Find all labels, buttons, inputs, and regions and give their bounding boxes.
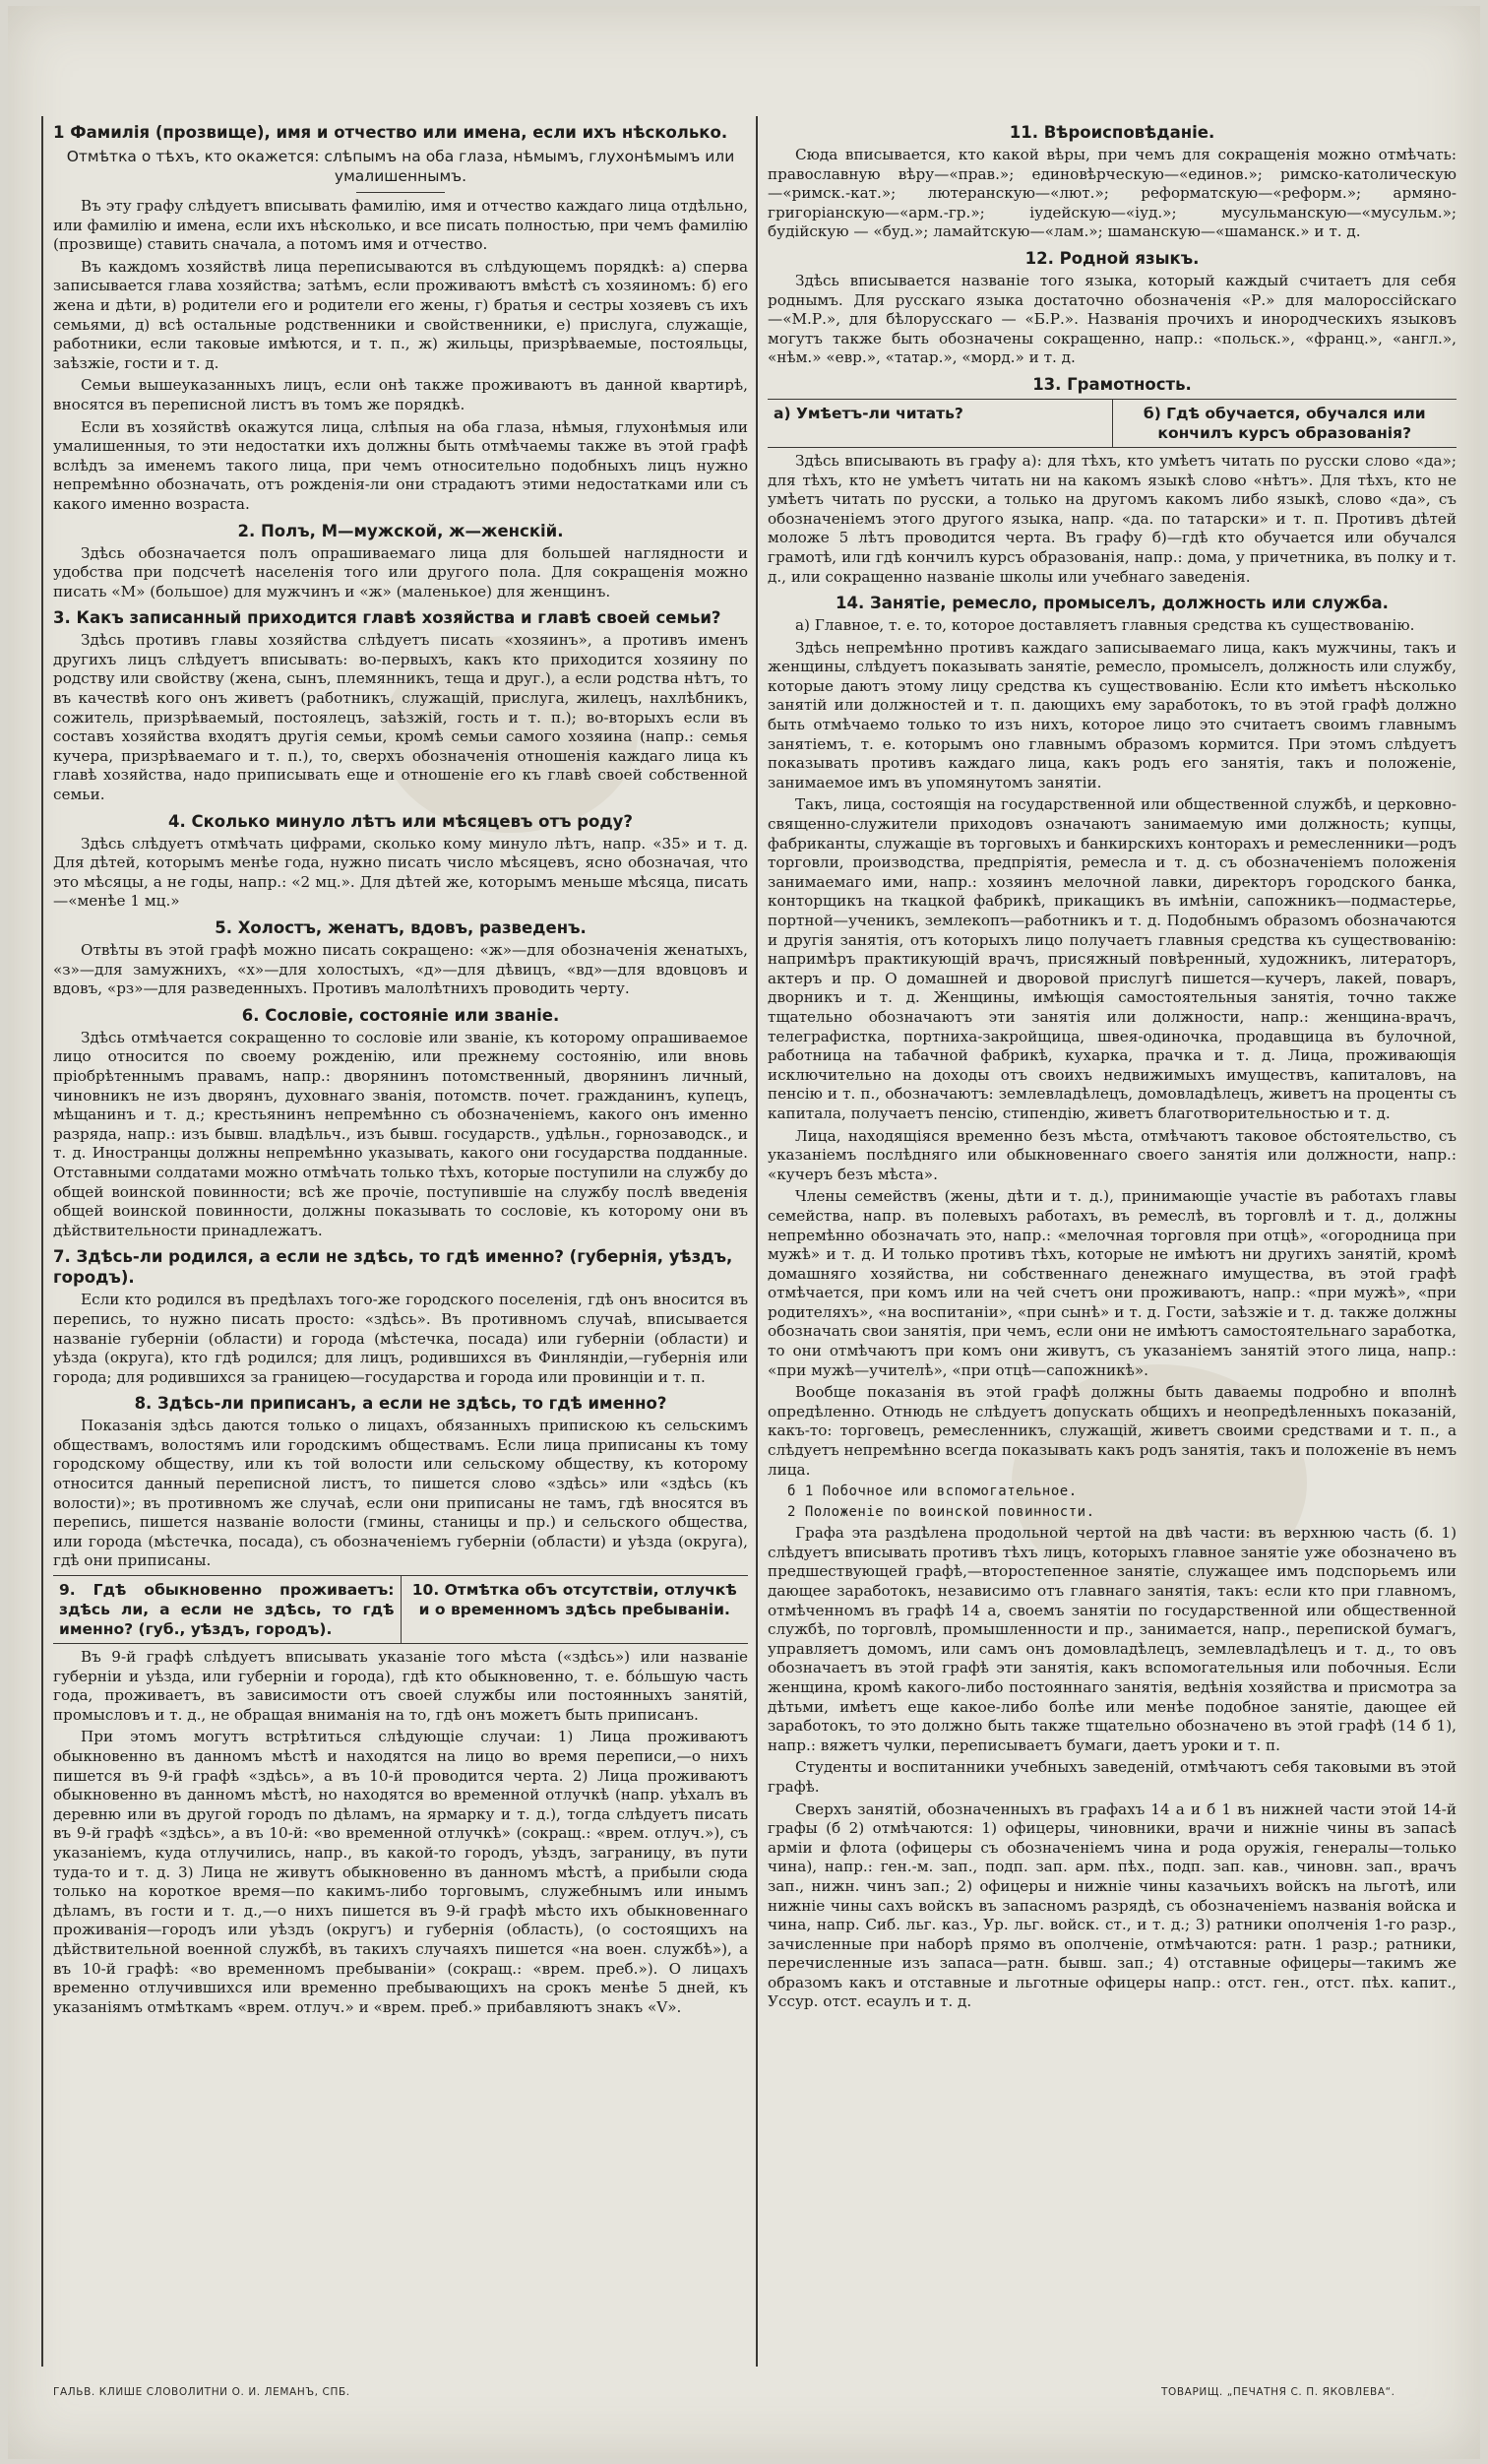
section-heading: 7. Здѣсь-ли родился, а если не здѣсь, то гдѣ именно? (губернія, уѣздъ, городъ). bbox=[53, 1247, 733, 1288]
paragraph: Въ 9-й графѣ слѣдуетъ вписывать указаніе того мѣста («здѣсь») или названіе губерніи и уѣзда, или губерніи и города), гдѣ кто обыкновенно, т. е. бо́льшую часть года, проживаетъ, въ зависимости отъ своей службы или постоянныхъ занятій, промысловъ и т. д., не обращая вниманія на то, гдѣ онъ можетъ быть приписанъ. bbox=[53, 1648, 748, 1724]
paragraph: При этомъ могутъ встрѣтиться слѣдующіе случаи: 1) Лица проживаютъ обыкновенно въ данномъ мѣстѣ и находятся на лицо во время переписи,—о нихъ пишется въ 9-й графѣ «здѣсь», а въ 10-й проводится черта. 2) Лица проживаютъ обыкновенно въ данномъ мѣстѣ, но находятся во временной отлучкѣ (напр. уѣхалъ въ деревню или въ другой городъ по дѣламъ, на ярмарку и т. д.), тогда слѣдуетъ писать въ 9-й графѣ «здѣсь», а въ 10-й: «во временной отлучкѣ» (сокращ.: «врем. отлуч.»), съ указаніемъ, куда отлучились, напр., въ какой-то городъ, уѣздъ, заграницу, въ пути туда-то и т. д. 3) Лица не живутъ обыкновенно въ данномъ мѣстѣ, а прибыли сюда только на короткое время—по какимъ-либо торговымъ, служебнымъ или инымъ дѣламъ, въ гости и т. д.,—о нихъ пишется въ 9-й графѣ мѣсто ихъ обыкновеннаго проживанія—городъ или уѣздъ (округъ) и губернія (область), (о состоящихъ на дѣйствительной военной службѣ, въ такихъ случаяхъ пишется «на воен. службѣ»), а въ 10-й графѣ: «во временномъ пребываніи» (сокращ.: «врем. преб.»). О лицахъ временно отлучившихся или временно пребывающихъ на срокъ менѣе 5 дней, къ указаніямъ отмѣткамъ «врем. отлуч.» и «врем. преб.» прибавляютъ знакъ «V». bbox=[53, 1728, 748, 2016]
paragraph: Такъ, лица, состоящія на государственной или общественной службѣ, и церковно-священно-служители приходовъ означаютъ занимаемую ими должность; купцы, фабриканты, служащіе въ торговыхъ и банкирскихъ конторахъ и ремесленники—родъ торговли, производства, предпріятія, ремесла и т. д. съ обозначеніемъ положенія занимаемаго ими, напр.: хозяинъ мелочной лавки, директоръ городского банка, конторщикъ на ткацкой фабрикѣ, прикащикъ въ имѣніи, сапожникъ—подмастерье, портной—ученикъ, землекопъ—работникъ и т. д. Подобнымъ образомъ обозначаются и другія занятія, отъ которыхъ лицо получаетъ главныя средства къ существованію: напримѣръ практикующій врачъ, присяжный повѣренный, художникъ, литераторъ, актеръ и пр. О домашней и дворовой прислугѣ пишется—кучеръ, лакей, поваръ, дворникъ и т. д. Женщины, имѣющія самостоятельныя занятія, точно также тщательно обозначаютъ эти занятія или должности, напр.: женщина-врачъ, телеграфистка, портниха-закройщица, швея-одиночка, продавщица въ булочной, работница на табачной фабрикѣ, кухарка, прачка и т. д. Лица, проживающія исключительно на доходы отъ своихъ недвижимыхъ имуществъ, капиталовъ, на пенсію и т. п., обозначаютъ: землевладѣлецъ, домовладѣлецъ, живетъ на проценты съ капитала, получаетъ пенсію, стипендію, живетъ благотворительностью и т. д. bbox=[768, 795, 1457, 1122]
split-heading-cell: 9. Гдѣ обыкновенно проживаетъ: здѣсь ли, а если не здѣсь, то гдѣ именно? (губ., уѣздъ, городъ). bbox=[59, 1581, 395, 1639]
census-instruction-sheet bbox=[8, 6, 1480, 2459]
section-heading: 13. Грамотность. bbox=[1032, 374, 1192, 394]
paragraph: а) Главное, т. е. то, которое доставляетъ главныя средства къ существованію. bbox=[795, 616, 1415, 635]
section-heading: 11. Вѣроисповѣданіе. bbox=[1009, 123, 1215, 142]
split-heading-cell: а) Умѣетъ-ли читать? bbox=[774, 404, 963, 422]
split-heading-cell: б) Гдѣ обучается, обучался или кончилъ курсъ образованія? bbox=[1112, 400, 1457, 447]
paragraph: Здѣсь отмѣчается сокращенно то сословіе или званіе, къ которому опрашиваемое лицо относится по своему рожденію, или прежнему состоянію, или вновь пріобрѣтеннымъ правамъ, напр.: дворянинъ потомственный, дворянинъ личный, чиновникъ не изъ дворянъ, духовнаго званія, потомств. почет. гражданинъ, купецъ, мѣщанинъ и т. д.; крестьянинъ непремѣнно съ обозначеніемъ, какого онъ именно разряда, напр.: изъ бывш. владѣльч., изъ бывш. государств., удѣльн., горнозаводск., и т. д. Иностранцы должны непремѣнно указывать, какого они государства подданные. Отставными солдатами можно отмѣчать только тѣхъ, которые поступили на службу до общей воинской повинности; всѣ же прочіе, поступившіе на службу послѣ введенія общей воинской повинности, должны показывать то сословіе, къ которому они въ дѣйствительности принадлежатъ. bbox=[53, 1028, 748, 1239]
section-heading: 14. Занятіе, ремесло, промыселъ, должность или служба. bbox=[836, 594, 1389, 613]
section-heading: 5. Холостъ, женатъ, вдовъ, разведенъ. bbox=[215, 918, 587, 937]
split-heading bbox=[768, 399, 1457, 448]
paragraph: Члены семействъ (жены, дѣти и т. д.), принимающіе участіе въ работахъ главы семейства, напр. въ полевыхъ работахъ, въ ремеслѣ, въ торговлѣ и т. д., должны непремѣнно обозначать это, напр.: «мелочная торговля при отцѣ», «огородница при мужѣ» и т. д. И только противъ тѣхъ, которые не имѣютъ ни другихъ занятій, кромѣ домашняго хозяйства, ни собственнаго денежнаго имущества, въ этой графѣ отмѣчается, при комъ или на чей счетъ они проживаютъ, напр.: «при мужѣ», «при родителяхъ», «на воспитаніи», «при сынѣ» и т. д. Гости, заѣзжіе и т. д. также должны обозначать свои занятія, при чемъ, если они не имѣютъ самостоятельнаго заработка, то они отмѣчаютъ при комъ они живутъ, съ указаніемъ занятій этого лица, напр.: «при мужѣ—учителѣ», «при отцѣ—сапожникѣ». bbox=[768, 1187, 1457, 1379]
section-heading: 2. Полъ, М—мужской, ж—женскій. bbox=[237, 521, 564, 540]
column-divider bbox=[756, 116, 758, 2367]
paragraph: Здѣсь непремѣнно противъ каждаго записываемаго лица, какъ мужчины, такъ и женщины, слѣдуетъ показывать занятіе, ремесло, промыселъ, должность или службу, которые даютъ этому лицу средства къ существованію. Если кто имѣетъ нѣсколько занятій или должностей и т. п. дающихъ ему заработокъ, то въ этой графѣ должно быть отмѣчаемо только то изъ нихъ, которое лицо это считаетъ своимъ главнымъ занятіемъ, т. е. которымъ оно главнымъ образомъ кормится. При этомъ слѣдуетъ показывать противъ каждаго лица, какъ родъ его занятія, такъ и положеніе, занимаемое имъ въ упомянутомъ занятіи. bbox=[768, 638, 1457, 791]
paragraph: Здѣсь обозначается полъ опрашиваемаго лица для большей наглядности и удобства при подсчетѣ населенія того или другого пола. Для сокращенія можно писать «М» (большое) для мужчинъ и «ж» (маленькое) для женщинъ. bbox=[53, 543, 748, 600]
paragraph: Сюда вписывается, кто какой вѣры, при чемъ для сокращенія можно отмѣчать: православную вѣру—«прав.»; единовѣрческую—«единов.»; римско-католическую—«римск.-кат.»; лютеранскую—«лют.»; реформатскую—«реформ.»; армяно-григоріанскую—«арм.-гр.»; іудейскую—«іуд.»; мусульманскую—«мусульм.»; будійскую — «буд.»; ламайтскую—«лам.»; шаманскую—«шаманск.» и т. д. bbox=[768, 146, 1457, 241]
split-heading-cell: 10. Отмѣтка объ отсутствіи, отлучкѣ и о временномъ здѣсь пребываніи. bbox=[401, 1576, 749, 1643]
paragraph: Сверхъ занятій, обозначенныхъ въ графахъ 14 а и б 1 въ нижней части этой 14-й графы (б 2) отмѣчаются: 1) офицеры, чиновники, врачи и нижніе чины въ запасѣ арміи и флота (офицеры съ обозначеніемъ чина и рода оружія, генералы—только чина), напр.: ген.-м. зап., подп. зап. арм. пѣх., подп. зап. кав., чиновн. зап., врачъ зап., нижн. чинъ зап.; 2) офицеры и нижніе чины казачьихъ войскъ на льготѣ, или нижніе чины сахъ войскъ въ запасномъ разрядѣ, съ обозначеніемъ названія войска и чина, напр. Сиб. льг. каз., Ур. льг. войск. ст., и т. д.; 3) ратники ополченія 1-го разр., зачисленные при наборѣ прямо въ ополченіе, отмѣчаются: ратн. 1 разр.; ратники, перечисленные изъ запаса—ратн. бывш. зап.; 4) отставные офицеры—такимъ же образомъ какъ и отставные и льготные офицеры напр.: отст. ген., отст. пѣх. капит., Уссур. отст. есаулъ и т. д. bbox=[768, 1800, 1457, 2011]
paragraph: Семьи вышеуказанныхъ лицъ, если онѣ также проживаютъ въ данной квартирѣ, вносятся въ переписной листъ въ томъ же порядкѣ. bbox=[53, 376, 748, 413]
section-heading: 8. Здѣсь-ли приписанъ, а если не здѣсь, то гдѣ именно? bbox=[134, 1394, 667, 1414]
paragraph: Студенты и воспитанники учебныхъ заведеній, отмѣчаютъ себя таковыми въ этой графѣ. bbox=[768, 1758, 1457, 1796]
footer-printer-right: ТОВАРИЩ. „ПЕЧАТНЯ С. П. ЯКОВЛЕВА“. bbox=[1161, 2386, 1395, 2398]
paragraph: Если кто родился въ предѣлахъ того-же городского поселенія, гдѣ онъ вносится въ перепись, то нужно писать просто: «здѣсь». Въ противномъ случаѣ, вписывается названіе губерніи (области) и города (мѣстечка, посада) или губерніи (области) и уѣзда (округа), кто гдѣ родился; для лицъ, родившихся въ Финляндіи,—губернія или города; для родившихся за границею—государства и города или провинціи и т. п. bbox=[53, 1291, 748, 1386]
paragraph: Здѣсь слѣдуетъ отмѣчать цифрами, сколько кому минуло лѣтъ, напр. «35» и т. д. Для дѣтей, которымъ менѣе года, нужно писать число мѣсяцевъ, ясно обозначая, что это мѣсяцы, а не годы, напр.: «2 мц.». Для дѣтей же, которымъ меньше мѣсяца, писать—«менѣе 1 мц.» bbox=[53, 834, 748, 911]
paragraph: Здѣсь вписывается названіе того языка, который каждый считаетъ для себя роднымъ. Для русскаго языка достаточно обозначенія «Р.» для малороссійскаго—«М.Р.», для бѣлорусскаго — «Б.Р.». Названія прочихъ и инородческихъ языковъ могутъ также быть обозначены сокращенно, напр.: «польск.», «франц.», «англ.», «нѣм.» «евр.», «татар.», «морд.» и т. д. bbox=[768, 271, 1457, 367]
section-heading: 3. Какъ записанный приходится главѣ хозяйства и главѣ своей семьи? bbox=[53, 608, 721, 628]
split-heading bbox=[53, 1575, 748, 1644]
paragraph: Въ эту графу слѣдуетъ вписывать фамилію, имя и отчество каждаго лица отдѣльно, или фамилію и имена, если ихъ нѣсколько, и все писать полностью, при чемъ фамилію (прозвище) ставить сначала, а потомъ имя и отчество. bbox=[53, 197, 748, 254]
footer-printer-left: ГАЛЬВ. КЛИШЕ СЛОВОЛИТНИ О. И. ЛЕМАНЪ, СПБ. bbox=[53, 2386, 350, 2398]
paragraph: Показанія здѣсь даются только о лицахъ, обязанныхъ припискою къ сельскимъ обществамъ, волостямъ или городскимъ обществамъ. Если лица приписаны къ тому городскому обществу, или къ той волости или сельскому обществу, къ которому относится данный переписной листъ, то пишется слово «здѣсь» или «здѣсь (къ волости)»; въ противномъ же случаѣ, если они приписаны не тамъ, гдѣ вносятся въ перепись, пишется названіе волости (гмины, станицы и пр.) и сельского общества, или города (мѣстечка, посада), съ обозначеніемъ губерніи (области) и уѣзда (округа), гдѣ они приписаны. bbox=[53, 1417, 748, 1570]
right-column bbox=[768, 116, 1457, 2367]
paragraph: Здѣсь вписывають въ графу а): для тѣхъ, кто умѣетъ читать по русски слово «да»; для тѣхъ, кто не умѣетъ читать ни на какомъ языкѣ слово «нѣтъ». Для тѣхъ, кто не умѣетъ читать по русски, а только на другомъ какомъ либо языкѣ, слово «да», съ обозначеніемъ этого другого языка, напр. «да. по татарски» и т. п. Противъ дѣтей моложе 5 лѣтъ проводится черта. Въ графу б)—гдѣ кто обучается или обучался грамотѣ, или гдѣ кончилъ курсъ образованія, напр.: дома, у причетника, въ полку и т. д., или сокращенно названіе школы или учебнаго заведенія. bbox=[768, 451, 1457, 586]
paragraph: Здѣсь противъ главы хозяйства слѣдуетъ писать «хозяинъ», а противъ именъ другихъ лицъ слѣдуетъ вписывать: во-первыхъ, какъ кто приходится хозяину по родству или свойству (жена, сынъ, племянникъ, теща и друг.), а если родства нѣтъ, то въ качествѣ кого онъ живетъ (работникъ, служащій, прислуга, жилецъ, нахлѣбникъ, сожитель, призрѣваемый, постоялецъ, заѣзжій, гость и т. п.); во-вторыхъ если въ составъ хозяйства входятъ другія семьи, кромѣ семьи самого хозяина (напр.: семья кучера, призрѣваемаго и т. п.), то, сверхъ обозначенія отношенія каждаго лица къ главѣ хозяйства, надо приписывать еще и отношеніе его къ главѣ своей собственной семьи. bbox=[53, 631, 748, 804]
short-rule bbox=[356, 192, 445, 193]
subsection-label: 2 Положеніе по воинской повинности. bbox=[787, 1504, 1095, 1521]
section-heading: 4. Сколько минуло лѣтъ или мѣсяцевъ отъ роду? bbox=[167, 811, 634, 831]
subsection-label: б 1 Побочное или вспомогательное. bbox=[787, 1484, 1078, 1500]
paragraph: Вообще показанія въ этой графѣ должны быть даваемы подробно и вполнѣ опредѣленно. Отнюдь не слѣдуетъ допускать общихъ и неопредѣленныхъ показаній, какъ-то: торговецъ, ремесленникъ, служащій, живетъ своими средствами и т. п., а слѣдуетъ непремѣнно всегда показывать какъ родъ занятія, такъ и положеніе въ немъ лица. bbox=[768, 1383, 1457, 1479]
section-heading: 6. Сословіе, состояніе или званіе. bbox=[241, 1005, 560, 1025]
paragraph: Если въ хозяйствѣ окажутся лица, слѣпыя на оба глаза, нѣмыя, глухонѣмыя или умалишенныя, то эти недостатки ихъ должны быть отмѣчаемы также въ этой графѣ вслѣдъ за именемъ такого лица, при чемъ относительно подобныхъ лицъ нужно непремѣнно обозначать, отъ рожденія-ли они страдаютъ этими недостатками или съ какого именно возраста. bbox=[53, 417, 748, 513]
paragraph: Лица, находящіяся временно безъ мѣста, отмѣчаютъ таковое обстоятельство, съ указаніемъ послѣдняго или обыкновеннаго своего занятія или должности, напр.: «кучеръ безъ мѣста». bbox=[768, 1126, 1457, 1183]
paragraph: Графа эта раздѣлена продольной чертой на двѣ части: въ верхнюю часть (б. 1) слѣдуетъ вписывать противъ тѣхъ лицъ, которыхъ главное занятіе уже обозначено въ предшествующей графѣ,—второстепенное занятіе, служащее имъ подспорьемъ или дающее заработокъ, независимо отъ главнаго занятія, такъ: если кто при главномъ, отмѣченномъ въ графѣ 14 а, своемъ занятіи по государственной или общественной службѣ, по торговлѣ, промышленности и пр., занимается, напр., перепиской бумагъ, управляетъ домомъ, или самъ онъ домовладѣлецъ, землевладѣлецъ и т. д., то овъ обозначаетъ въ этой графѣ эти занятія, какъ вспомогательныя или побочныя. Если женщина, кромѣ какого-либо постояннаго занятія, ведѣнія хозяйства и присмотра за дѣтьми, имѣетъ еще какое-либо болѣе или менѣе подобное занятіе, дающее ей заработокъ, то это должно быть также тщательно обозначено въ этой графѣ (14 б 1), напр.: вяжетъ чулки, переписываетъ бумаги, даетъ уроки и т. п. bbox=[768, 1524, 1457, 1754]
left-column bbox=[53, 116, 748, 2367]
section-subheading: Отмѣтка о тѣхъ, кто окажется: слѣпымъ на оба глаза, нѣмымъ, глухонѣмымъ или умалишеннымъ. bbox=[66, 148, 735, 185]
text-frame bbox=[41, 116, 1458, 2367]
section-heading: 12. Родной языкъ. bbox=[1024, 248, 1200, 268]
paragraph: Отвѣты въ этой графѣ можно писать сокращено: «ж»—для обозначенія женатыхъ, «з»—для замужнихъ, «х»—для холостыхъ, «д»—для дѣвицъ, «вд»—для вдовцовъ и вдовъ, «рз»—для разведенныхъ. Противъ малолѣтнихъ проводить черту. bbox=[53, 941, 748, 998]
paragraph: Въ каждомъ хозяйствѣ лица переписываются въ слѣдующемъ порядкѣ: а) сперва записывается глава хозяйства; затѣмъ, если проживаютъ вмѣстѣ съ хозяиномъ: б) его жена и дѣти, в) родители его и родители его жены, г) братья и сестры хозяевъ съ ихъ семьями, д) всѣ остальные родственники и свойственники, е) прислуга, служащіе, работники, если таковые имѣются, и т. п., ж) жильцы, призрѣваемые, постояльцы, заѣзжіе, гости и т. д. bbox=[53, 257, 748, 372]
section-heading: 1 Фамилія (прозвище), имя и отчество или имена, если ихъ нѣсколько. bbox=[53, 123, 728, 142]
